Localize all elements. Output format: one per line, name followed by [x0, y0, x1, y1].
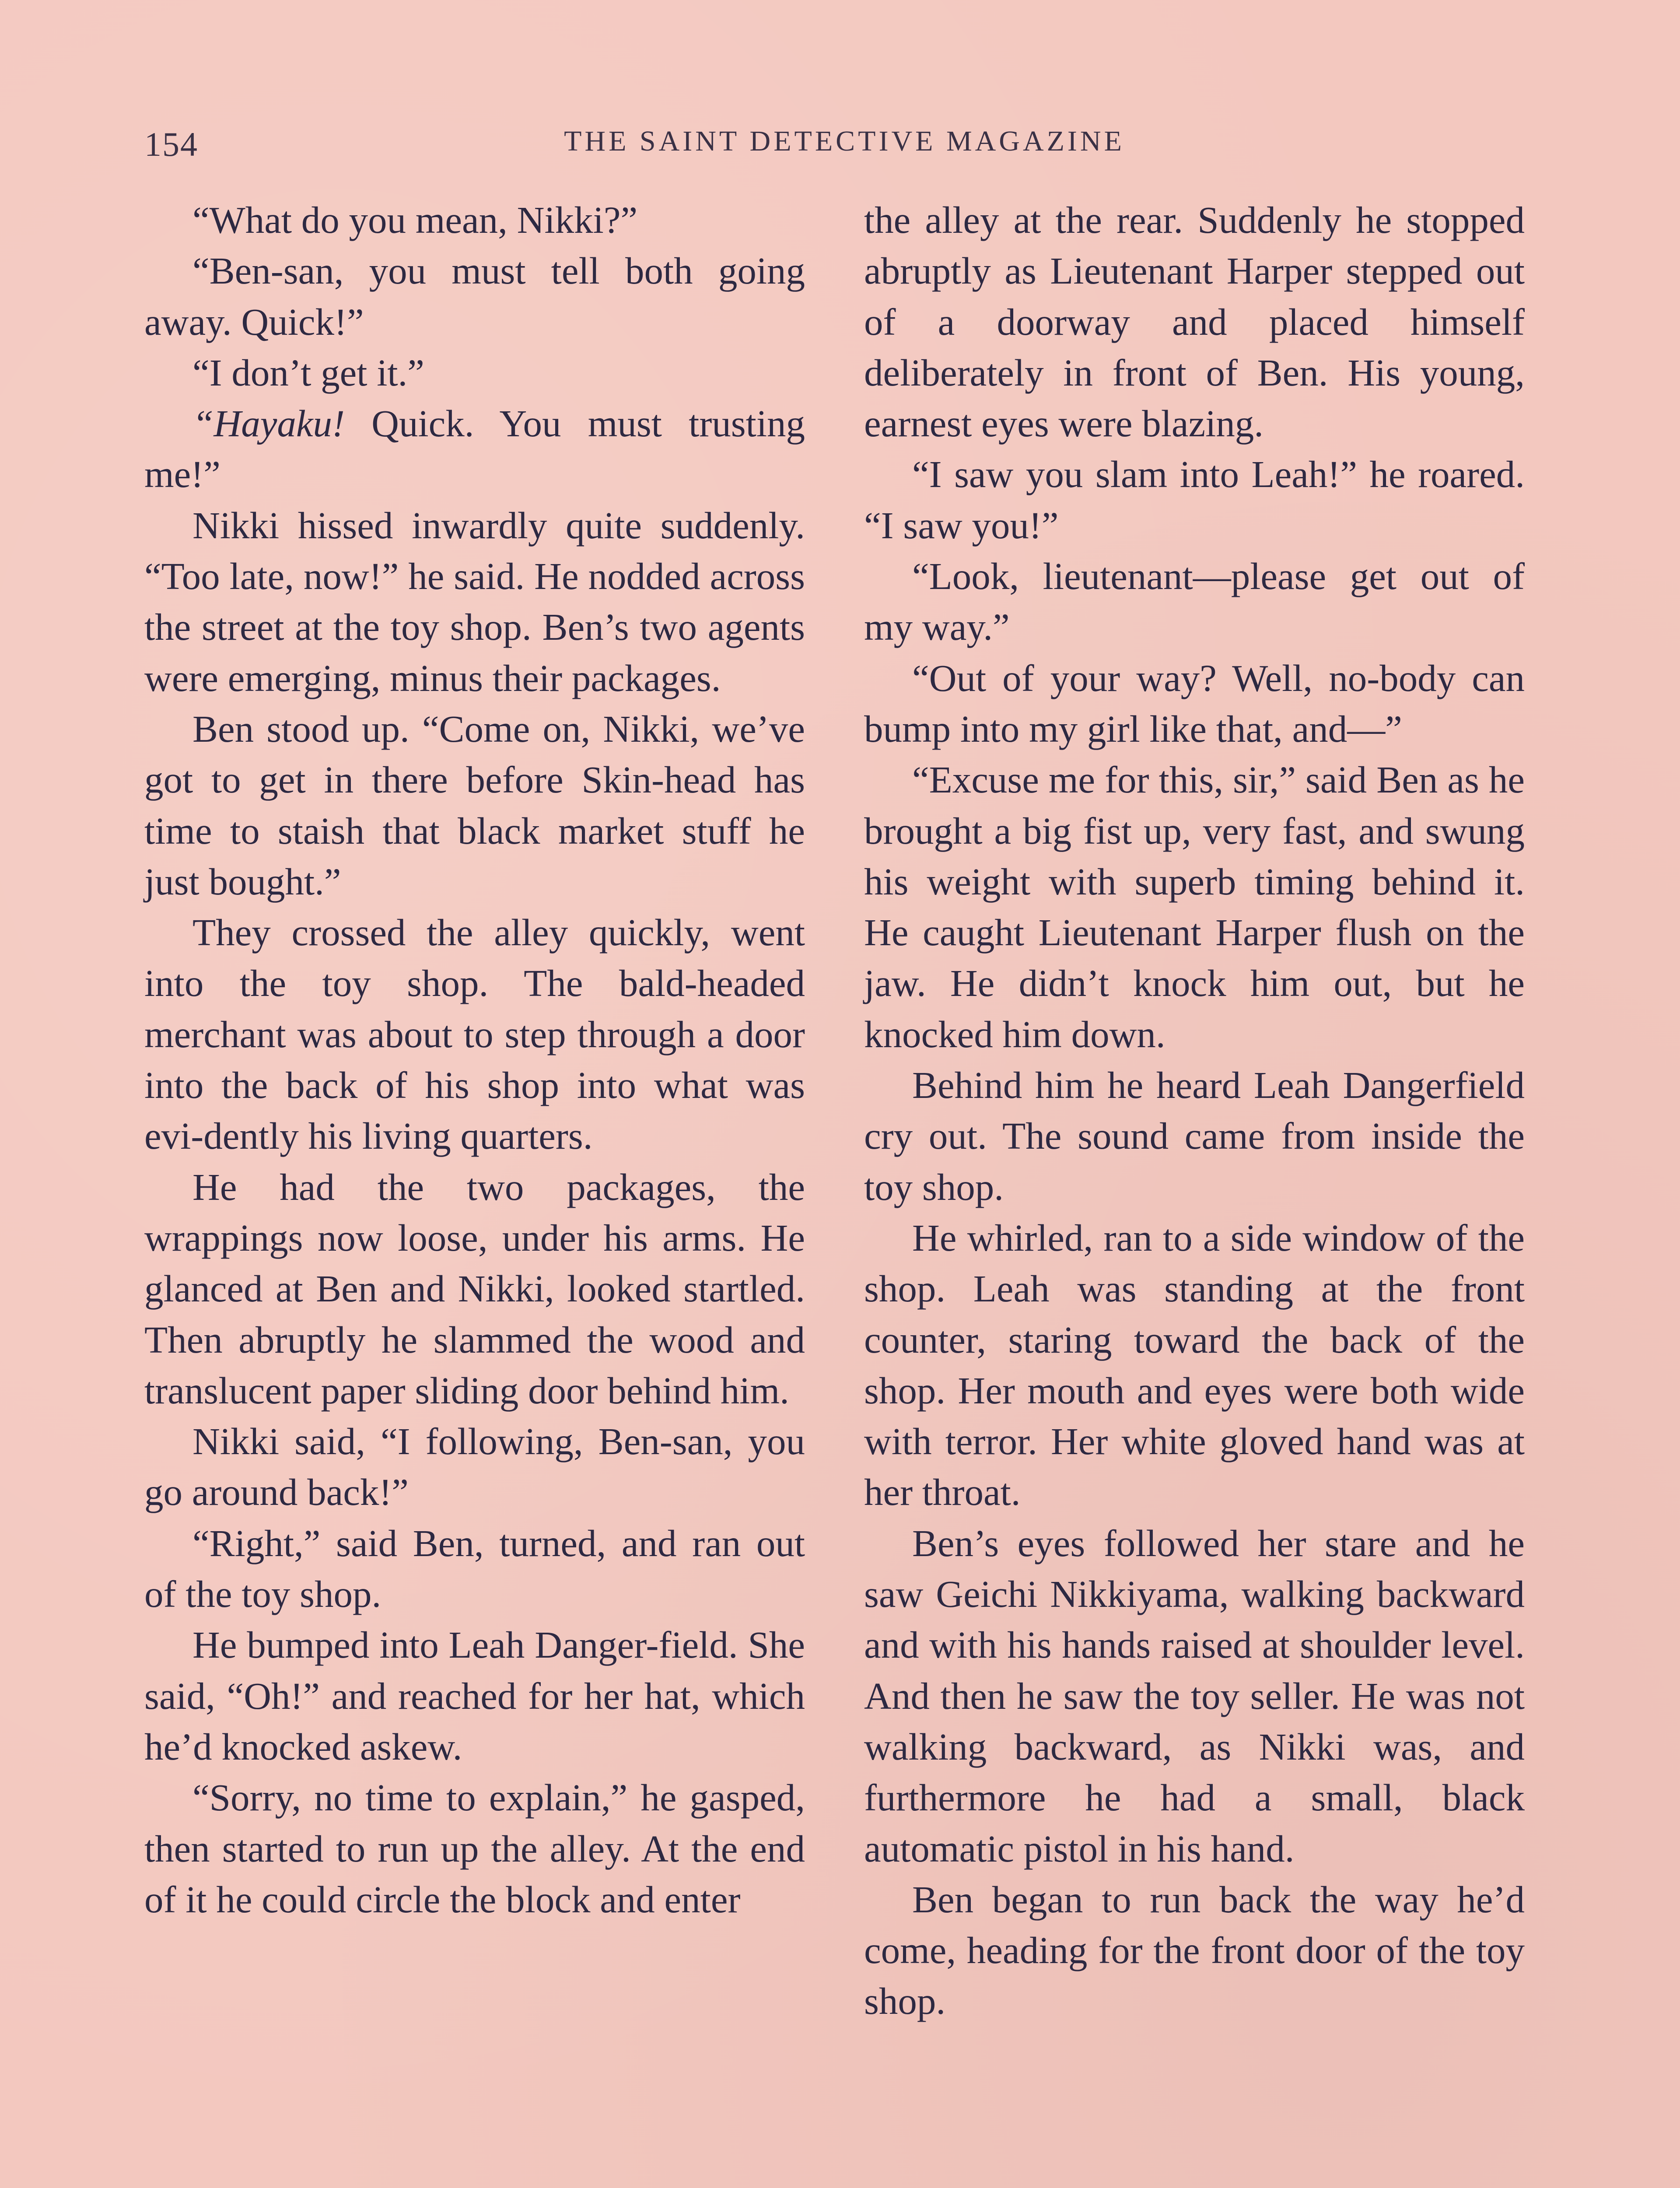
page-number: 154 — [144, 125, 198, 163]
paragraph: “What do you mean, Nikki?” — [192, 199, 638, 241]
page-header — [144, 125, 1544, 177]
paragraph: “I don’t get it.” — [192, 351, 424, 394]
paragraph: “Ben-san, you must tell both going away. Quick!” — [144, 249, 805, 343]
paragraph: “I saw you slam into Leah!” he roared. “I saw you!” — [864, 453, 1525, 547]
left-column — [144, 195, 805, 1925]
paragraph-text: Quick. You must trusting me!” — [144, 402, 805, 496]
paragraph: He had the two packages, the wrappings now loose, under his arms. He glanced at Ben and Nikki, looked startled. Then abruptly he slammed the wood and translucent paper sliding door behind him. — [144, 1165, 805, 1412]
paragraph: “Sorry, no time to explain,” he gasped, then started to run up the alley. At the end of it he could circle the block and enter — [144, 1776, 805, 1921]
paragraph: the alley at the rear. Suddenly he stopped abruptly as Lieutenant Harper stepped out of a doorway and placed himself deliberately in front of Ben. His young, earnest eyes were blazing. — [864, 199, 1525, 445]
paragraph: “Out of your way? Well, no-body can bump into my girl like that, and—” — [864, 656, 1525, 750]
paragraph: “Excuse me for this, sir,” said Ben as he brought a big fist up, very fast, and swung his weight with superb timing behind it. He caught Lieutenant Harper flush on the jaw. He didn’t knock him out, but he knocked him down. — [864, 758, 1525, 1055]
paragraph: Nikki said, “I following, Ben-san, you go around back!” — [144, 1420, 805, 1514]
paragraph: They crossed the alley quickly, went into the toy shop. The bald-headed merchant was about to step through a door into the back of his shop into what was evi-dently his living quarters. — [144, 911, 805, 1157]
right-column — [864, 195, 1525, 2027]
italic-word: “Hayaku! — [192, 402, 345, 445]
running-title: THE SAINT DETECTIVE MAGAZINE — [564, 125, 1125, 157]
paragraph: Ben began to run back the way he’d come, heading for the front door of the toy shop. — [864, 1878, 1525, 2023]
paragraph: Ben stood up. “Come on, Nikki, we’ve got to get in there before Skin-head has time to staish that black market stuff he just bought.” — [144, 707, 805, 903]
paragraph: Ben’s eyes followed her stare and he saw Geichi Nikkiyama, walking backward and with his hands raised at shoulder level. And then he saw the toy seller. He was not walking backward, as Nikki was, and furthermore he had a small, black automatic pistol in his hand. — [864, 1522, 1525, 1870]
paragraph: He bumped into Leah Danger-field. She said, “Oh!” and reached for her hat, which he’d knocked askew. — [144, 1623, 805, 1768]
paragraph: Nikki hissed inwardly quite suddenly. “Too late, now!” he said. He nodded across the street at the toy shop. Ben’s two agents were emerging, minus their packages. — [144, 504, 805, 699]
paragraph: “Right,” said Ben, turned, and ran out of the toy shop. — [144, 1522, 805, 1616]
paragraph — [144, 398, 805, 500]
paragraph: “Look, lieutenant—please get out of my way.” — [864, 555, 1525, 649]
paragraph: He whirled, ran to a side window of the shop. Leah was standing at the front counter, staring toward the back of the shop. Her mouth and eyes were both wide with terror. Her white gloved hand was at her throat. — [864, 1216, 1525, 1514]
paragraph: Behind him he heard Leah Dangerfield cry out. The sound came from inside the toy shop. — [864, 1064, 1525, 1208]
